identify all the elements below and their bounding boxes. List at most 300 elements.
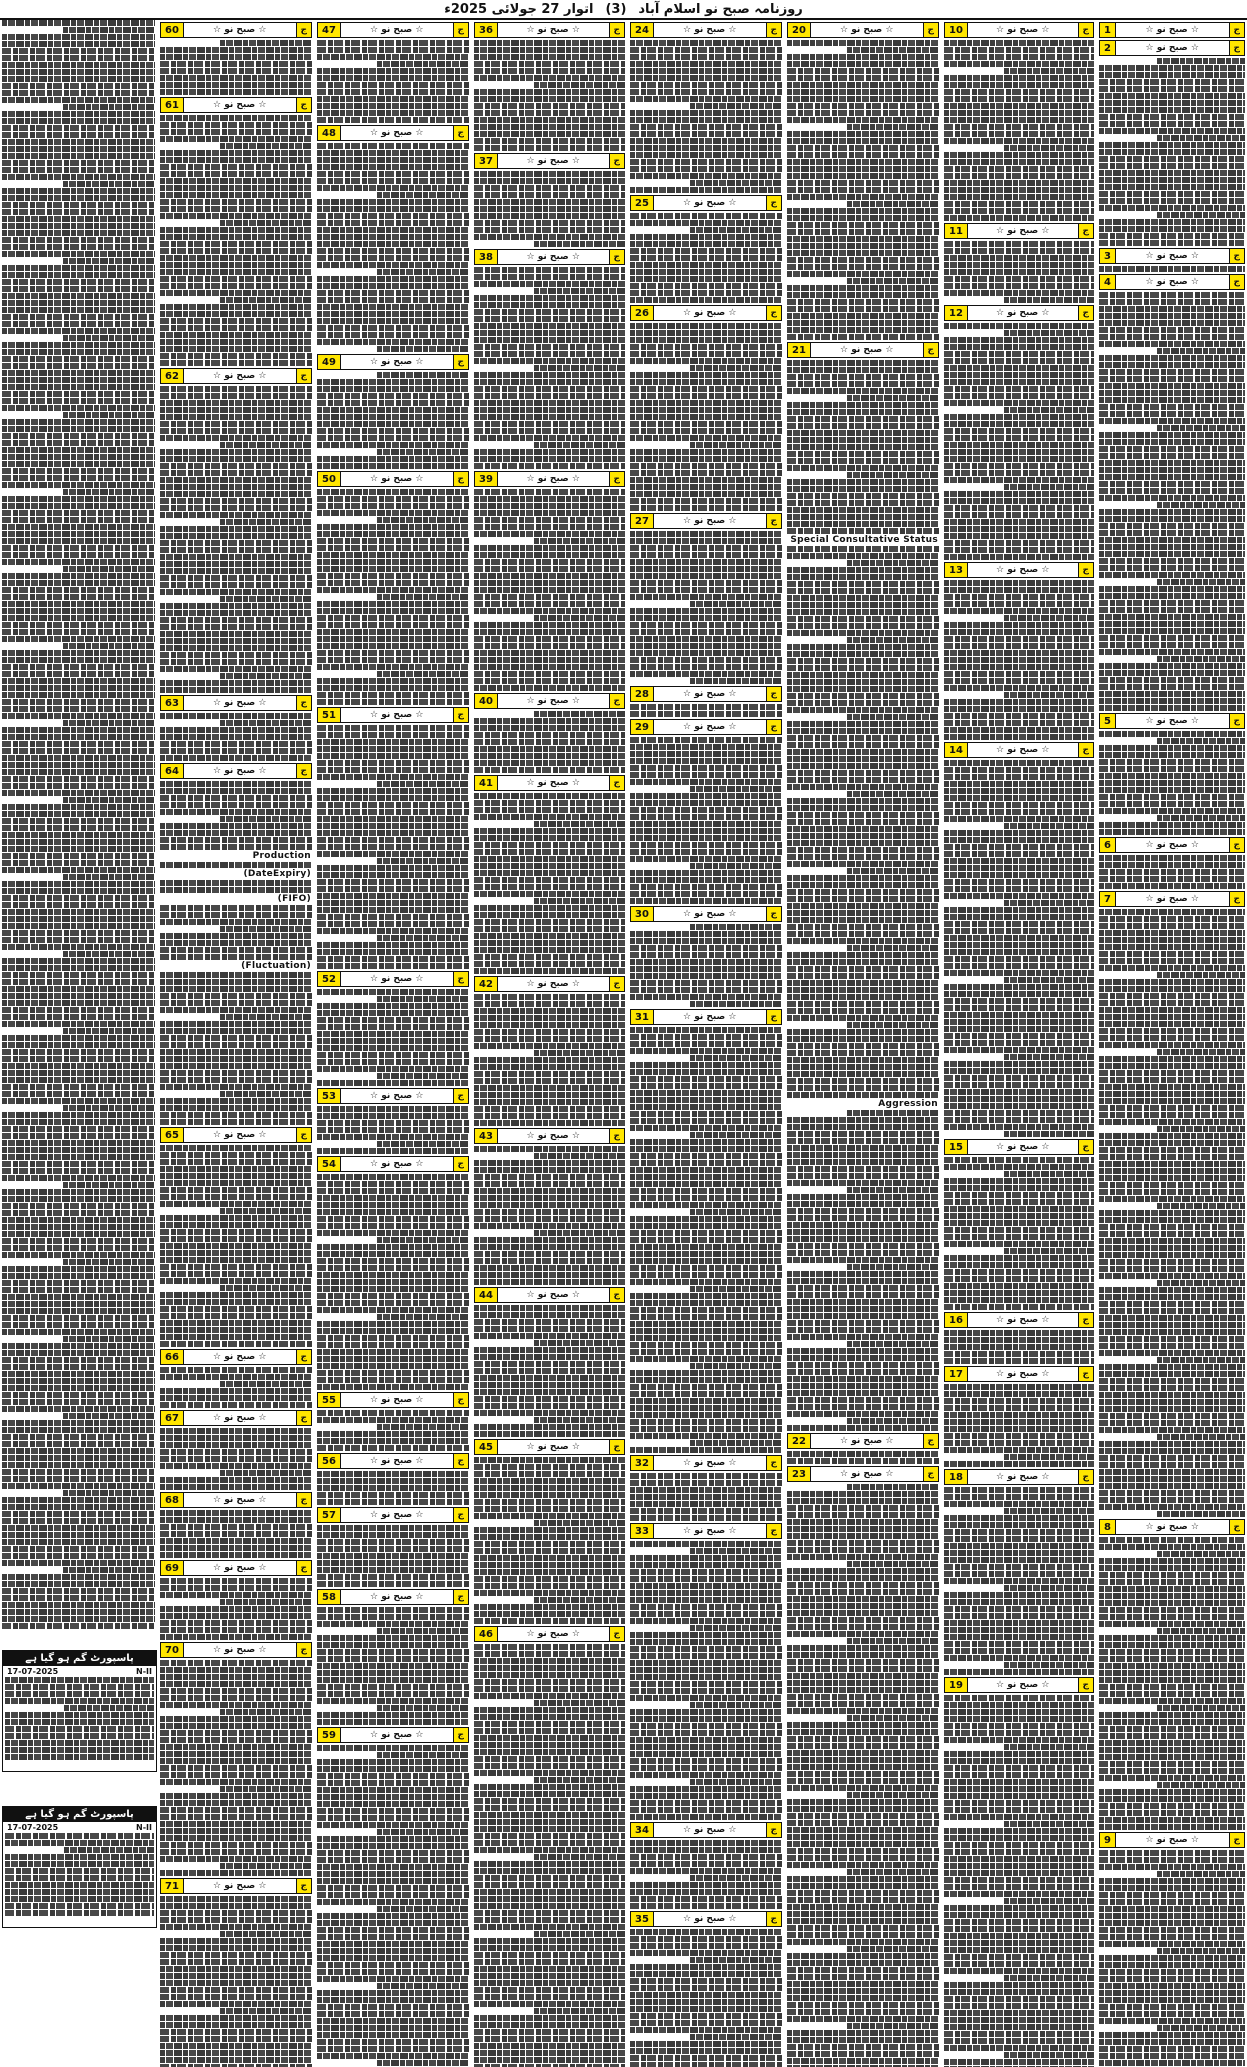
text-line <box>1099 1462 1245 1468</box>
text-line <box>317 2053 469 2059</box>
text-line <box>160 1098 312 1104</box>
text-line <box>2 209 155 215</box>
text-line <box>474 372 625 378</box>
text-line <box>220 1285 312 1291</box>
text-line <box>630 1854 782 1860</box>
text-line <box>160 1145 312 1151</box>
text-line <box>630 470 782 476</box>
text-line <box>160 1730 312 1736</box>
text-line <box>474 807 625 813</box>
text-line <box>787 1229 939 1235</box>
text-line <box>630 856 782 862</box>
text-line <box>2 678 155 684</box>
text-line <box>630 849 782 855</box>
answer-mark: ج <box>609 23 625 37</box>
text-line <box>787 285 939 291</box>
text-line <box>317 949 469 955</box>
text-line <box>944 1716 1094 1722</box>
text-line <box>377 2060 469 2066</box>
question-header-55 <box>317 1392 469 1408</box>
text-line <box>630 400 782 406</box>
text-line <box>787 1540 939 1546</box>
text-line <box>160 631 312 637</box>
text-line <box>2 468 155 474</box>
question-number: 19 <box>945 1678 968 1692</box>
text-line <box>160 788 312 794</box>
text-line <box>63 27 155 33</box>
text-line <box>630 1597 782 1603</box>
text-line <box>787 749 939 755</box>
text-line <box>2 454 155 460</box>
text-line <box>2 832 155 838</box>
text-line <box>474 1569 625 1575</box>
text-line <box>377 449 469 455</box>
text-line <box>160 213 312 219</box>
text-line <box>1099 551 1245 557</box>
text-line <box>787 1092 939 1098</box>
text-line <box>2 538 155 544</box>
text-line <box>2 1532 155 1538</box>
text-line <box>630 1447 782 1453</box>
text-line <box>160 1510 312 1516</box>
text-line <box>63 258 155 264</box>
text-line <box>630 1681 782 1687</box>
text-line <box>2 461 155 467</box>
text-line <box>630 2048 782 2054</box>
text-line <box>630 1576 782 1582</box>
text-line <box>630 1660 782 1666</box>
text-line <box>474 1604 625 1610</box>
text-line <box>944 858 1094 864</box>
text-line <box>630 1090 782 1096</box>
text-line <box>1099 916 1245 922</box>
text-line <box>944 1954 1094 1960</box>
column-2 <box>942 20 1096 2067</box>
columns <box>0 20 1247 2067</box>
text-line <box>787 1152 939 1158</box>
text-line <box>317 1684 469 1690</box>
text-line <box>317 276 469 282</box>
text-line <box>317 664 469 670</box>
text-line <box>787 360 939 366</box>
text-line <box>160 1751 312 1757</box>
text-line <box>317 1017 469 1023</box>
text-line <box>630 758 782 764</box>
question-tag: ☆ صبح نو ☆ <box>213 1563 267 1573</box>
text-line <box>1099 355 1245 361</box>
text-line <box>160 540 312 546</box>
text-line <box>160 862 312 868</box>
text-line <box>1099 593 1245 599</box>
text-line <box>944 1461 1094 1467</box>
text-line <box>317 1445 469 1451</box>
text-line <box>1157 135 1245 141</box>
text-line <box>63 1567 155 1573</box>
text-line <box>630 1814 782 1820</box>
question-tag: ☆ صبح نو ☆ <box>213 1413 267 1423</box>
text-line <box>160 325 312 331</box>
text-line <box>2 265 155 271</box>
text-line <box>2 510 155 516</box>
text-line <box>787 728 939 734</box>
text-line <box>787 458 939 464</box>
text-line <box>1099 1649 1245 1655</box>
text-line <box>317 1328 469 1334</box>
text-line <box>1004 297 1094 303</box>
text-line <box>2 923 155 929</box>
text-line <box>1099 128 1245 134</box>
text-line <box>944 269 1094 275</box>
text-line <box>160 2001 312 2007</box>
text-line <box>474 1840 625 1846</box>
text-line <box>847 1110 939 1116</box>
text-line <box>160 1627 312 1633</box>
text-line <box>847 1869 939 1875</box>
text-line <box>160 262 312 268</box>
question-tag: ☆ صبح نو ☆ <box>996 1680 1050 1690</box>
text-line <box>160 1334 312 1340</box>
answer-mark: ج <box>296 1561 312 1575</box>
text-line <box>317 1251 469 1257</box>
text-line <box>160 346 312 352</box>
text-line <box>630 1583 782 1589</box>
text-line <box>944 1550 1094 1556</box>
text-line <box>1004 145 1094 151</box>
text-line <box>944 1786 1094 1792</box>
text-line <box>63 335 155 341</box>
text-line <box>2 1518 155 1524</box>
text-line <box>317 178 469 184</box>
text-line <box>317 414 469 420</box>
text-line <box>220 1091 312 1097</box>
text-line <box>2 363 155 369</box>
text-line <box>160 1917 312 1923</box>
text-line <box>160 1772 312 1778</box>
text-line <box>474 145 625 151</box>
text-line <box>1004 330 1094 336</box>
question-number: 38 <box>475 250 498 264</box>
text-line <box>160 1758 312 1764</box>
text-line <box>1099 1586 1245 1592</box>
text-line <box>160 1807 312 1813</box>
text-line <box>787 1771 939 1777</box>
text-line <box>2 930 155 936</box>
text-line <box>317 774 469 780</box>
question-tag: ☆ صبح نو ☆ <box>526 1629 580 1639</box>
text-line <box>474 1910 625 1916</box>
question-header-47 <box>317 22 469 38</box>
text-line <box>474 199 625 205</box>
text-line <box>317 636 469 642</box>
text-line <box>2 671 155 677</box>
text-line <box>160 386 312 392</box>
text-line <box>787 1397 939 1403</box>
text-line <box>317 75 469 81</box>
text-line <box>474 344 625 350</box>
text-line <box>474 496 625 502</box>
text-line <box>630 379 782 385</box>
text-line <box>944 1564 1094 1570</box>
text-line <box>787 1008 939 1014</box>
text-line <box>1004 615 1094 621</box>
text-line <box>787 1876 939 1882</box>
text-line <box>630 835 782 841</box>
answer-mark: ج <box>453 1508 469 1522</box>
question-tag: ☆ صبح نو ☆ <box>996 1369 1050 1379</box>
text-line <box>63 1105 155 1111</box>
text-line <box>474 1195 625 1201</box>
text-line <box>630 1314 782 1320</box>
text-line <box>2 111 155 117</box>
text-line <box>474 856 625 862</box>
text-line <box>2 1077 155 1083</box>
text-line <box>787 1736 939 1742</box>
text-line <box>630 1847 782 1853</box>
text-line <box>630 966 782 972</box>
text-line <box>787 327 939 333</box>
text-line <box>944 914 1094 920</box>
text-line <box>787 437 939 443</box>
text-line <box>630 1356 782 1362</box>
text-line <box>787 1250 939 1256</box>
text-line <box>2 1210 155 1216</box>
text-line <box>317 699 469 705</box>
answer-mark: ج <box>453 1728 469 1742</box>
text-line <box>630 1751 782 1757</box>
text-line <box>377 858 469 864</box>
text-line <box>5 1875 154 1881</box>
text-line <box>944 276 1094 282</box>
question-header-21 <box>787 342 939 358</box>
text-line <box>2 384 155 390</box>
text-line <box>317 956 469 962</box>
text-line <box>944 1515 1094 1521</box>
text-line <box>474 1924 625 1930</box>
question-number: 60 <box>161 23 184 37</box>
text-line <box>690 2034 782 2040</box>
text-line <box>1099 1427 1245 1433</box>
text-line <box>317 657 469 663</box>
text-line <box>787 500 939 506</box>
text-line <box>474 1812 625 1818</box>
text-line <box>160 940 312 946</box>
text-line <box>474 96 625 102</box>
question-header-62 <box>160 368 312 384</box>
text-line <box>787 1390 939 1396</box>
text-line <box>160 47 312 53</box>
text-line <box>1099 1350 1245 1356</box>
text-line <box>787 1533 939 1539</box>
text-line <box>630 1772 782 1778</box>
text-line <box>160 1945 312 1951</box>
text-line <box>160 1313 312 1319</box>
text-line <box>630 643 782 649</box>
text-line <box>5 1719 154 1725</box>
question-header-26 <box>630 305 782 321</box>
text-line <box>220 1709 312 1715</box>
question-tag: ☆ صبح نو ☆ <box>996 308 1050 318</box>
text-line <box>474 1973 625 1979</box>
text-line <box>787 2009 939 2015</box>
text-line <box>160 1938 312 1944</box>
text-line <box>1157 212 1245 218</box>
text-line <box>787 2030 939 2036</box>
text-line <box>317 1258 469 1264</box>
text-line <box>630 1501 782 1507</box>
text-line <box>2 496 155 502</box>
text-line <box>787 1848 939 1854</box>
text-line <box>1099 320 1245 326</box>
text-line <box>630 1342 782 1348</box>
text-line <box>787 1841 939 1847</box>
text-line <box>787 924 939 930</box>
text-line <box>317 1120 469 1126</box>
text-line <box>630 2055 782 2061</box>
text-line <box>160 1243 312 1249</box>
text-line <box>944 393 1094 399</box>
text-line <box>317 1920 469 1926</box>
text-line <box>160 2050 312 2056</box>
text-line <box>160 1538 312 1544</box>
text-line <box>160 905 312 911</box>
text-line <box>787 1292 939 1298</box>
question-number: 50 <box>318 472 341 486</box>
text-line <box>317 552 469 558</box>
text-line <box>787 777 939 783</box>
question-tag: ☆ صبح نو ☆ <box>370 474 424 484</box>
text-line <box>317 1045 469 1051</box>
text-line <box>317 1499 469 1505</box>
text-line <box>787 208 939 214</box>
text-line <box>160 1800 312 1806</box>
answer-mark: ج <box>1078 1367 1094 1381</box>
text-line <box>630 1139 782 1145</box>
text-line <box>787 721 939 727</box>
text-line <box>317 1038 469 1044</box>
text-line <box>944 879 1094 885</box>
text-line <box>787 1855 939 1861</box>
text-line <box>5 1903 154 1909</box>
text-line <box>160 1222 312 1228</box>
text-line <box>2 1217 155 1223</box>
text-line <box>1099 1635 1245 1641</box>
text-line <box>2 1315 155 1321</box>
text-line <box>787 381 939 387</box>
text-line <box>1099 383 1245 389</box>
column-7 <box>158 20 314 2067</box>
text-line <box>2 1588 155 1594</box>
text-line <box>1099 1712 1245 1718</box>
text-line <box>5 1910 154 1916</box>
answer-mark: ج <box>609 154 625 168</box>
text-line <box>1157 1511 1245 1517</box>
text-line <box>787 784 939 790</box>
text-line <box>944 1905 1094 1911</box>
text-line <box>1157 1948 1245 1954</box>
text-line <box>474 1272 625 1278</box>
text-line <box>63 643 155 649</box>
text-line <box>1099 240 1245 246</box>
text-line <box>944 1304 1094 1310</box>
question-header-63 <box>160 695 312 711</box>
text-line <box>1099 691 1245 697</box>
text-line <box>787 1124 939 1130</box>
question-tag: ☆ صبح نو ☆ <box>526 1442 580 1452</box>
text-line <box>1157 1705 1245 1711</box>
text-line <box>787 292 939 298</box>
text-line <box>474 1938 625 1944</box>
text-line <box>2 356 155 362</box>
question-number: 63 <box>161 696 184 710</box>
text-line <box>847 278 939 284</box>
text-line <box>317 1794 469 1800</box>
question-header-42 <box>474 976 625 992</box>
text-line <box>1099 2004 1245 2010</box>
text-line <box>787 1722 939 1728</box>
text-line <box>2 769 155 775</box>
text-line <box>160 290 312 296</box>
text-line <box>160 1070 312 1076</box>
text-line <box>944 1096 1094 1102</box>
text-line <box>160 1744 312 1750</box>
text-line <box>1099 1329 1245 1335</box>
text-line <box>630 650 782 656</box>
text-line <box>160 1987 312 1993</box>
text-line <box>2 1126 155 1132</box>
text-line <box>474 178 625 184</box>
text-line <box>160 880 312 886</box>
text-line <box>317 510 469 516</box>
question-header-45 <box>474 1439 625 1455</box>
text-line <box>474 463 625 469</box>
text-line <box>787 1687 939 1693</box>
question-tag: ☆ صبح نو ☆ <box>370 357 424 367</box>
text-line <box>630 1258 782 1264</box>
text-line <box>787 1173 939 1179</box>
text-line <box>944 594 1094 600</box>
text-line <box>5 1684 154 1690</box>
text-line <box>474 61 625 67</box>
text-line <box>944 477 1094 483</box>
text-line <box>944 1494 1094 1500</box>
text-line <box>944 678 1094 684</box>
masthead-page: (3) <box>605 1 627 17</box>
text-line <box>944 991 1094 997</box>
text-line <box>630 828 782 834</box>
text-line <box>1099 1677 1245 1683</box>
text-line <box>630 234 782 240</box>
text-line <box>944 283 1094 289</box>
question-number: 36 <box>475 23 498 37</box>
text-line <box>1099 369 1245 375</box>
text-line <box>63 181 155 187</box>
text-line <box>630 344 782 350</box>
text-line <box>1099 341 1245 347</box>
text-line <box>630 1048 782 1054</box>
text-line <box>1099 1175 1245 1181</box>
text-line <box>847 1946 939 1952</box>
text-line <box>1099 306 1245 312</box>
text-line <box>2 524 155 530</box>
question-tag: ☆ صبح نو ☆ <box>996 1142 1050 1152</box>
text-line <box>630 1487 782 1493</box>
question-number: 3 <box>1100 249 1116 263</box>
text-line <box>534 1050 625 1056</box>
question-number: 66 <box>161 1350 184 1364</box>
text-line <box>317 206 469 212</box>
text-line <box>944 727 1094 733</box>
text-line <box>2 664 155 670</box>
